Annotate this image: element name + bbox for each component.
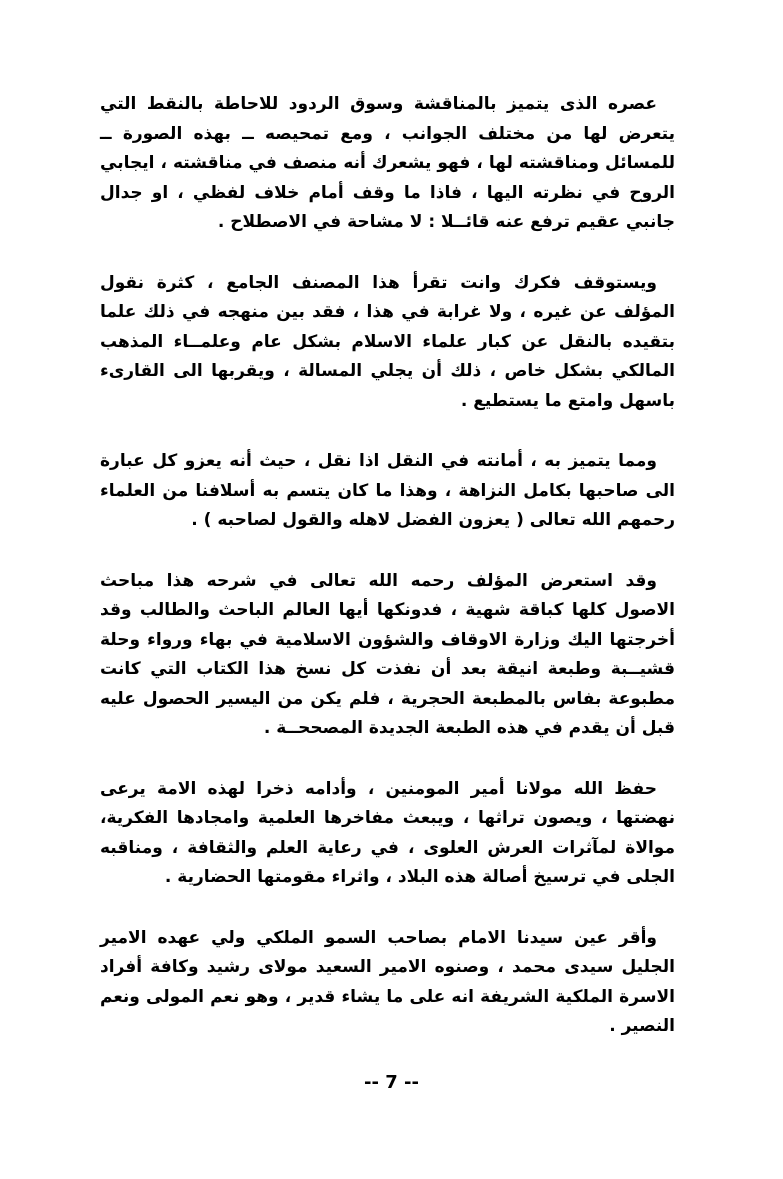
paragraph-4: وقد استعرض المؤلف رحمه الله تعالى في شرحه هذا مباحث الاصول كلها كباقة شهية ، فدونكها أيها العالم الباحث والطالب وقد أخرجتها اليك وزارة الاوقاف والشؤون الاسلامية في بهاء ورواء وحلة قشيــبة وطبعة انيقة بعد أن نفذت كل نسخ هذا الكتاب التي كانت مطبوعة بفاس بالمطبعة الحجرية ، فلم يكن من اليسير الحصول عليه قبل أن يقدم في هذه الطبعة الجديدة المصححــة . xyxy=(100,570,675,738)
paragraph-1: عصره الذى يتميز بالمناقشة وسوق الردود للاحاطة بالنقط التي يتعرض لها من مختلف الجوانب ، ومع تمحيصه ــ بهذه الصورة ــ للمسائل ومناقشته لها ، فهو يشعرك أنه منصف في مناقشته ، ايجابي الروح في نظرته اليها ، فاذا ما وقف أمام خلاف لفظي ، او جدال جانبي عقيم ترفع عنه قائــلا : لا مشاحة في الاصطلاح . xyxy=(100,94,675,232)
paragraph-3: ومما يتميز به ، أمانته في النقل اذا نقل ، حيث أنه يعزو كل عبارة الى صاحبها بكامل النزاهة ، وهذا ما كان يتسم به أسلافنا من العلماء رحمهم الله تعالى ( يعزون الفضل لاهله والقول لصاحبه ) . xyxy=(100,451,675,530)
page-number: -- 7 -- xyxy=(364,1072,419,1093)
paragraph-6: وأقر عين سيدنا الامام بصاحب السمو الملكي ولي عهده الامير الجليل سيدى محمد ، وصنوه الامير السعيد مولاى رشيد وكافة أفراد الاسرة الملكية الشريفة انه على ما يشاء قدير ، وهو نعم المولى ونعم النصير . xyxy=(100,927,675,1036)
body-text xyxy=(100,90,675,1073)
paragraph-5: حفظ الله مولانا أمير المومنين ، وأدامه ذخرا لهذه الامة يرعى نهضتها ، ويصون تراثها ، ويبعث مفاخرها العلمية وامجادها الفكرية، موالاة لمآثرات العرش العلوى ، في رعاية العلم والثقافة ، ومناقبه الجلى في ترسيخ أصالة هذه البلاد ، واثراء مقومتها الحضارية . xyxy=(100,778,675,887)
paragraph-2: ويستوقف فكرك وانت تقرأ هذا المصنف الجامع ، كثرة نقول المؤلف عن غيره ، ولا غرابة في هذا ، فقد بين منهجه في ذلك علما بتقيده بالنقل عن كبار علماء الاسلام بشكل عام وعلمــاء المذهب المالكي بشكل خاص ، ذلك أن يجلي المسالة ، ويقربها الى القارىء باسهل وامتع ما يستطيع . xyxy=(100,272,675,411)
